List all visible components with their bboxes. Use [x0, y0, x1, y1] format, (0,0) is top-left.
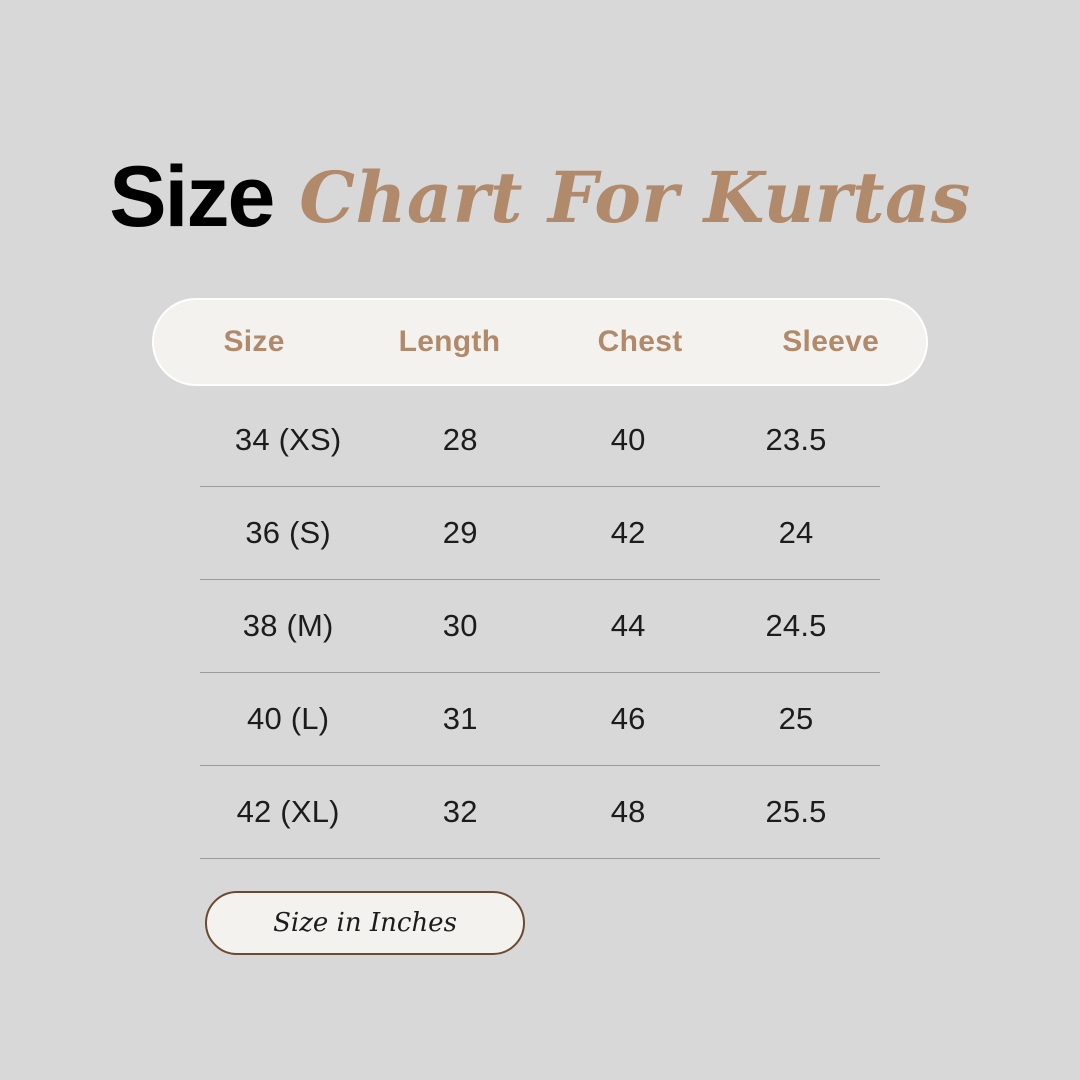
- table-body: [152, 394, 928, 859]
- size-unit-label: Size in Inches: [273, 908, 457, 938]
- cell-sleeve: 24.5: [765, 608, 827, 643]
- title-main-word: Size: [109, 149, 274, 245]
- cell-length: 31: [442, 701, 478, 736]
- column-header-sleeve: Sleeve: [782, 325, 880, 358]
- cell-size: 38 (M): [242, 608, 334, 643]
- cell-length: 29: [442, 515, 478, 550]
- cell-length: 28: [442, 422, 478, 457]
- cell-chest: 40: [610, 422, 646, 457]
- page-title: [0, 148, 1080, 247]
- table-row: [200, 766, 880, 859]
- cell-length: 32: [442, 794, 478, 829]
- cell-chest: 42: [610, 515, 646, 550]
- table-row: [200, 673, 880, 766]
- cell-chest: 46: [610, 701, 646, 736]
- cell-size: 34 (XS): [234, 422, 342, 457]
- table-header-row: [152, 298, 928, 386]
- cell-chest: 48: [610, 794, 646, 829]
- cell-sleeve: 25.5: [765, 794, 827, 829]
- cell-chest: 44: [610, 608, 646, 643]
- cell-size: 40 (L): [247, 701, 330, 736]
- cell-sleeve: 25: [778, 701, 814, 736]
- table-row: [200, 487, 880, 580]
- cell-sleeve: 24: [778, 515, 814, 550]
- table-row: [200, 394, 880, 487]
- cell-size: 36 (S): [245, 515, 331, 550]
- size-table: [152, 298, 928, 859]
- table-row: [200, 580, 880, 673]
- column-header-chest: Chest: [597, 325, 683, 358]
- cell-sleeve: 23.5: [765, 422, 827, 457]
- cell-size: 42 (XL): [236, 794, 340, 829]
- column-header-length: Length: [398, 325, 501, 358]
- cell-length: 30: [442, 608, 478, 643]
- column-header-size: Size: [223, 325, 285, 358]
- size-unit-badge: [205, 891, 525, 955]
- title-script-words: Chart For Kurtas: [299, 156, 971, 239]
